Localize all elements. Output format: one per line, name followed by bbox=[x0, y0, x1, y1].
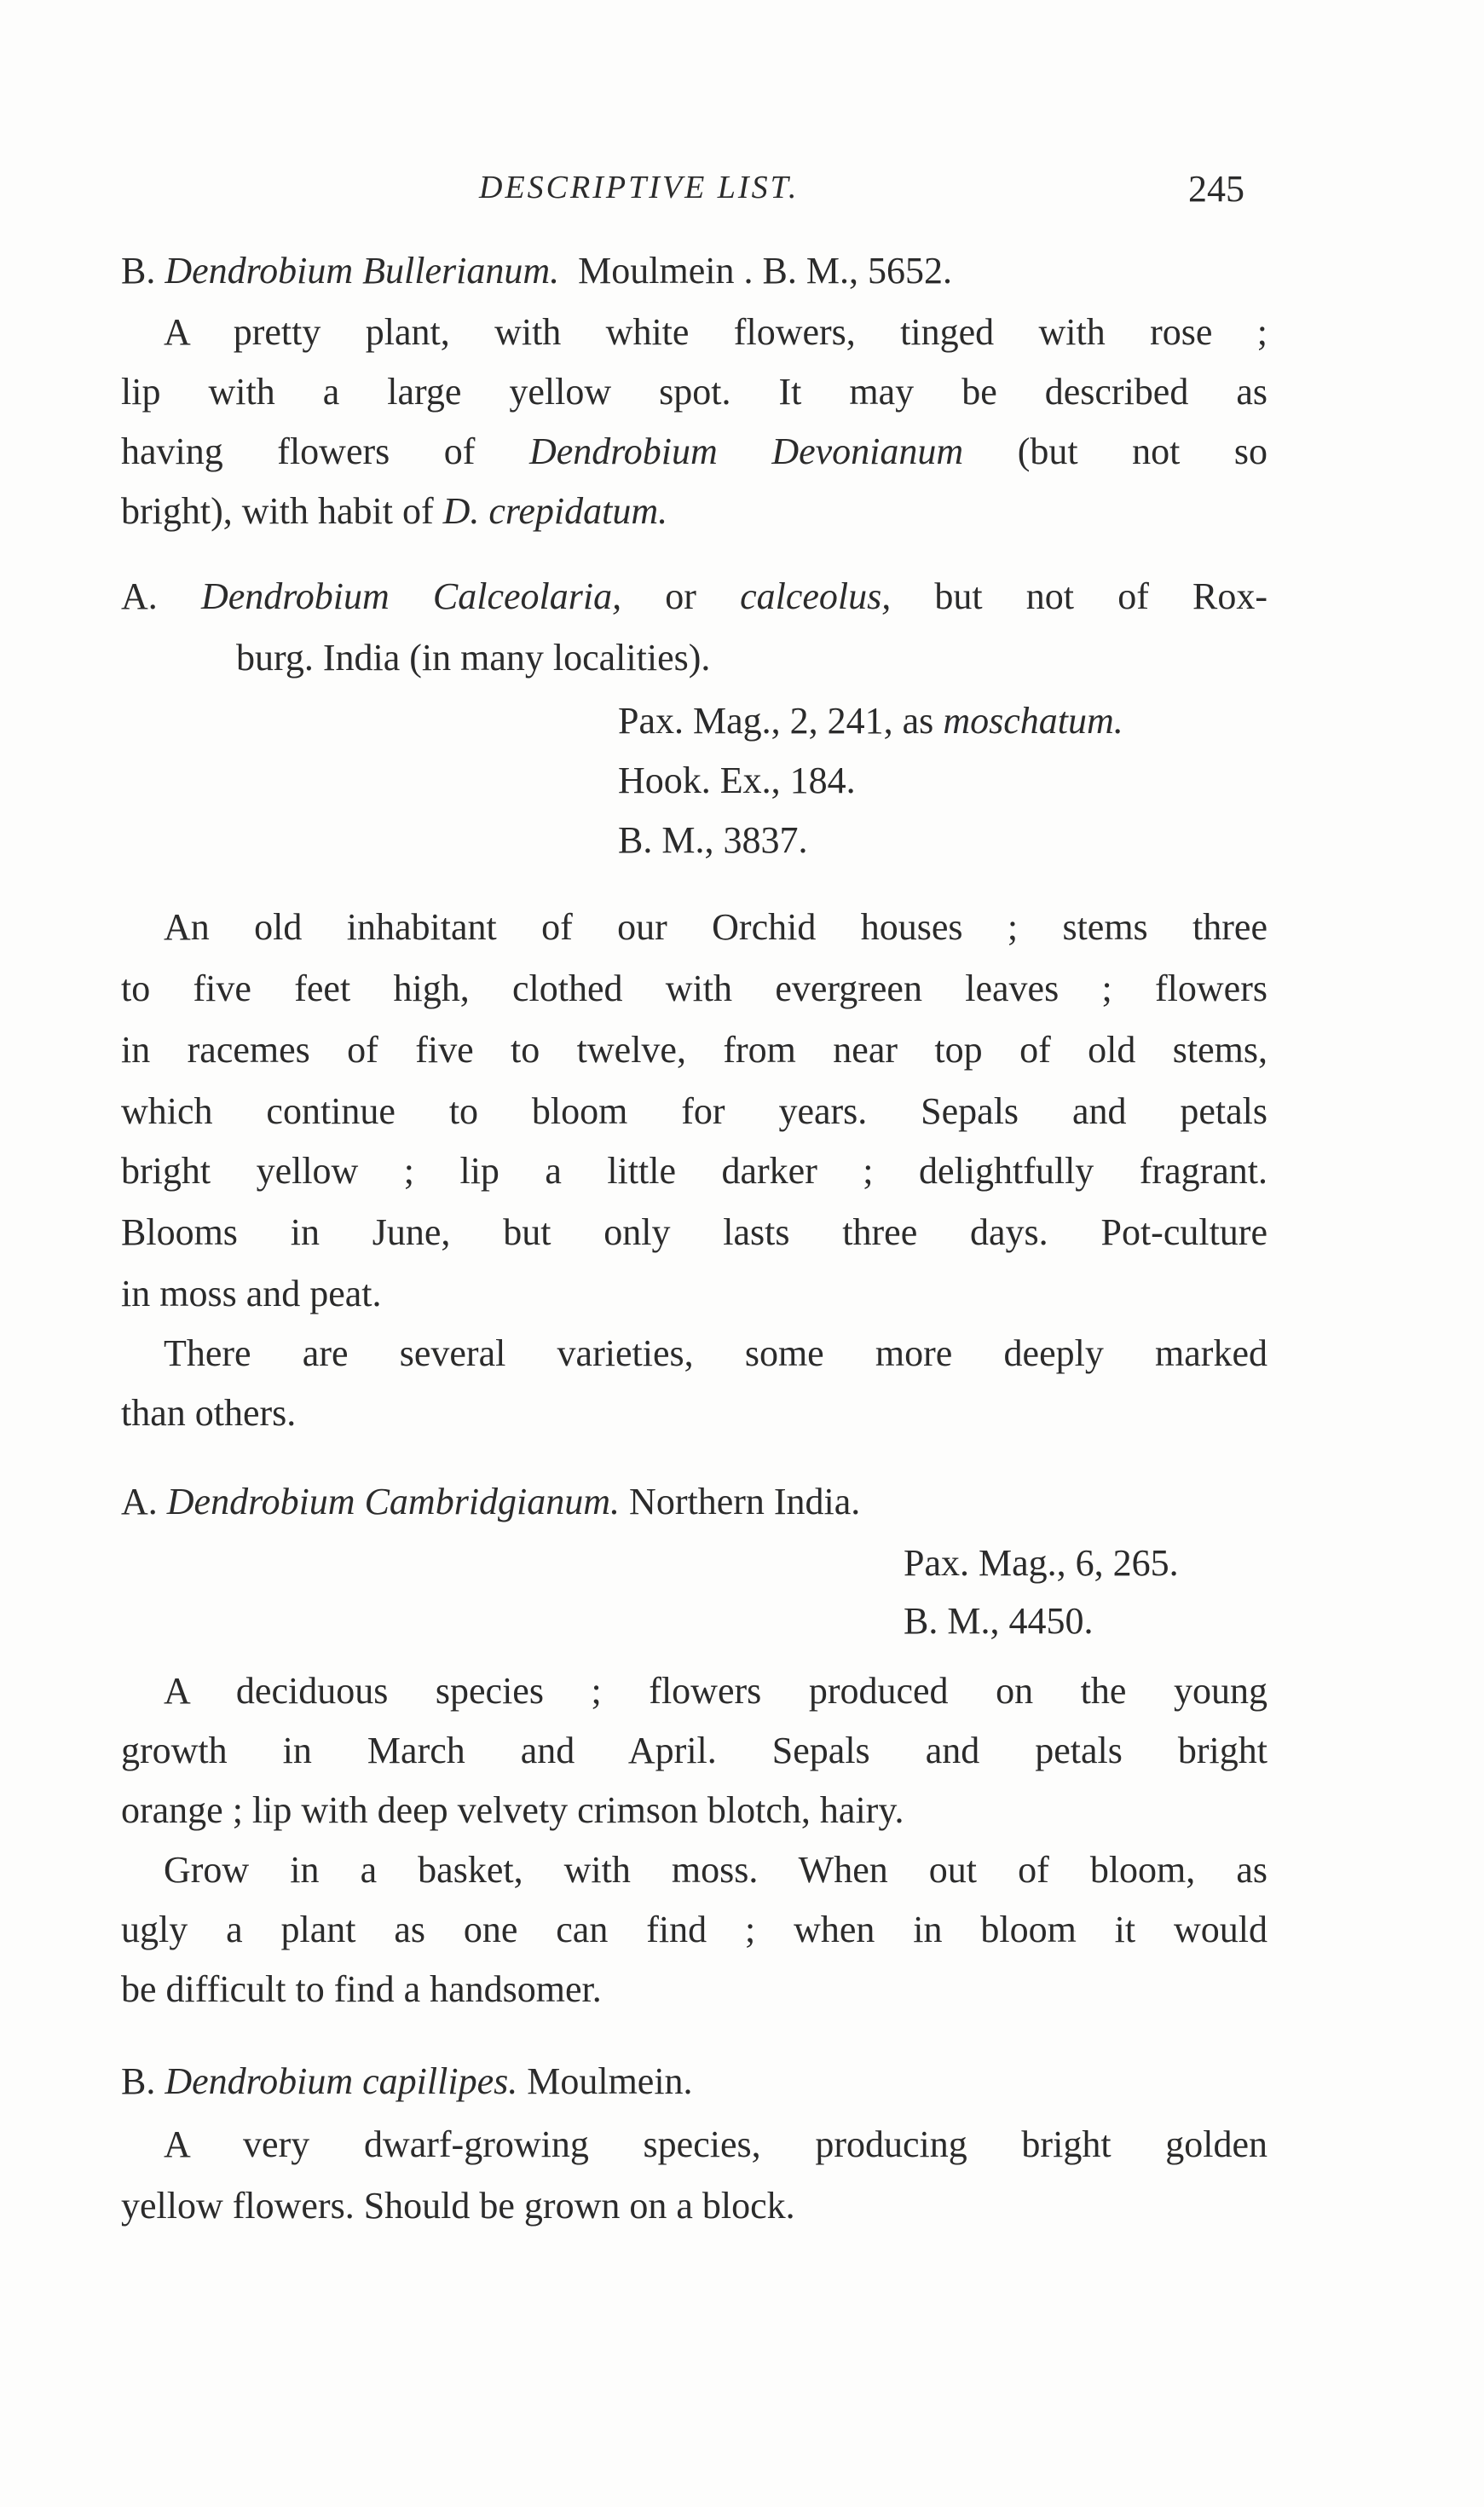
reference-line: B. M., 3837. bbox=[618, 819, 808, 861]
entry-heading-capillipes bbox=[121, 2058, 693, 2106]
species-name: moschatum. bbox=[943, 700, 1123, 742]
grade-letter: A. bbox=[121, 1481, 167, 1522]
text-run: bright), with habit of bbox=[121, 490, 443, 532]
description-line bbox=[121, 488, 667, 535]
grade-letter: B. bbox=[121, 250, 165, 292]
locality-reference: Moulmein . B. M., 5652. bbox=[578, 250, 952, 292]
description-line: Blooms in June, but only lasts three days. Pot-culture bbox=[121, 1211, 1267, 1253]
entry-heading-bullerianum bbox=[121, 247, 952, 295]
text-run: Moulmein. bbox=[517, 2060, 693, 2102]
text-run: or bbox=[621, 575, 741, 617]
description-line: in moss and peat. bbox=[121, 1273, 382, 1314]
text-run: Pax. Mag., 2, 241, as bbox=[618, 700, 944, 742]
text-run: but not of Rox- bbox=[891, 575, 1268, 617]
description-line: There are several varieties, some more deeply marked bbox=[164, 1332, 1267, 1374]
reference-line: B. M., 4450. bbox=[904, 1600, 1094, 1642]
description-line: be difficult to find a handsomer. bbox=[121, 1968, 602, 2010]
reference-line: Pax. Mag., 6, 265. bbox=[904, 1542, 1179, 1584]
description-line: ugly a plant as one can find ; when in bloom it would bbox=[121, 1909, 1267, 1950]
grade-letter: A. bbox=[121, 575, 201, 617]
grade-letter: B. bbox=[121, 2060, 165, 2102]
page-number: 245 bbox=[1188, 168, 1244, 210]
description-line: Grow in a basket, with moss. When out of bloom, as bbox=[164, 1849, 1267, 1891]
description-line: An old inhabitant of our Orchid houses ; stems three bbox=[164, 906, 1267, 948]
description-line bbox=[121, 428, 1267, 476]
description-line: lip with a large yellow spot. It may be described as bbox=[121, 371, 1267, 413]
species-name: calceolus, bbox=[740, 575, 892, 617]
running-header: DESCRIPTIVE LIST. bbox=[479, 170, 800, 205]
text-run: (but not so bbox=[963, 430, 1267, 472]
reference-line bbox=[618, 697, 1123, 745]
description-line: bright yellow ; lip a little darker ; delightfully fragrant. bbox=[121, 1150, 1267, 1192]
species-name: Dendrobium Devonianum bbox=[528, 430, 964, 472]
description-line: A pretty plant, with white flowers, tinged with rose ; bbox=[164, 311, 1267, 353]
species-name: Dendrobium Cambridgianum. bbox=[166, 1481, 621, 1522]
locality-line: burg. India (in many localities). bbox=[236, 637, 711, 679]
reference-line: Hook. Ex., 184. bbox=[618, 760, 856, 801]
description-line: than others. bbox=[121, 1392, 297, 1434]
description-line: A very dwarf-growing species, producing bright golden bbox=[164, 2123, 1267, 2165]
description-line: growth in March and April. Sepals and petals bright bbox=[121, 1730, 1267, 1771]
species-name: Dendrobium capillipes. bbox=[165, 2060, 518, 2102]
species-name: D. crepidatum. bbox=[442, 490, 668, 532]
description-line: yellow flowers. Should be grown on a block. bbox=[121, 2185, 795, 2227]
text-run: Northern India. bbox=[620, 1481, 861, 1522]
entry-heading-cambridgianum bbox=[121, 1478, 860, 1526]
species-name: Dendrobium Calceolaria, bbox=[200, 575, 622, 617]
description-line: which continue to bloom for years. Sepals and petals bbox=[121, 1090, 1267, 1132]
description-line: orange ; lip with deep velvety crimson blotch, hairy. bbox=[121, 1789, 904, 1831]
description-line: in racemes of five to twelve, from near top of old stems, bbox=[121, 1029, 1267, 1071]
description-line: A deciduous species ; flowers produced on the young bbox=[164, 1670, 1267, 1712]
text-run: having flowers of bbox=[121, 430, 529, 472]
entry-heading-calceolaria bbox=[121, 573, 1267, 621]
species-name: Dendrobium Bullerianum. bbox=[165, 250, 560, 292]
description-line: to five feet high, clothed with evergreen leaves ; flowers bbox=[121, 968, 1267, 1009]
